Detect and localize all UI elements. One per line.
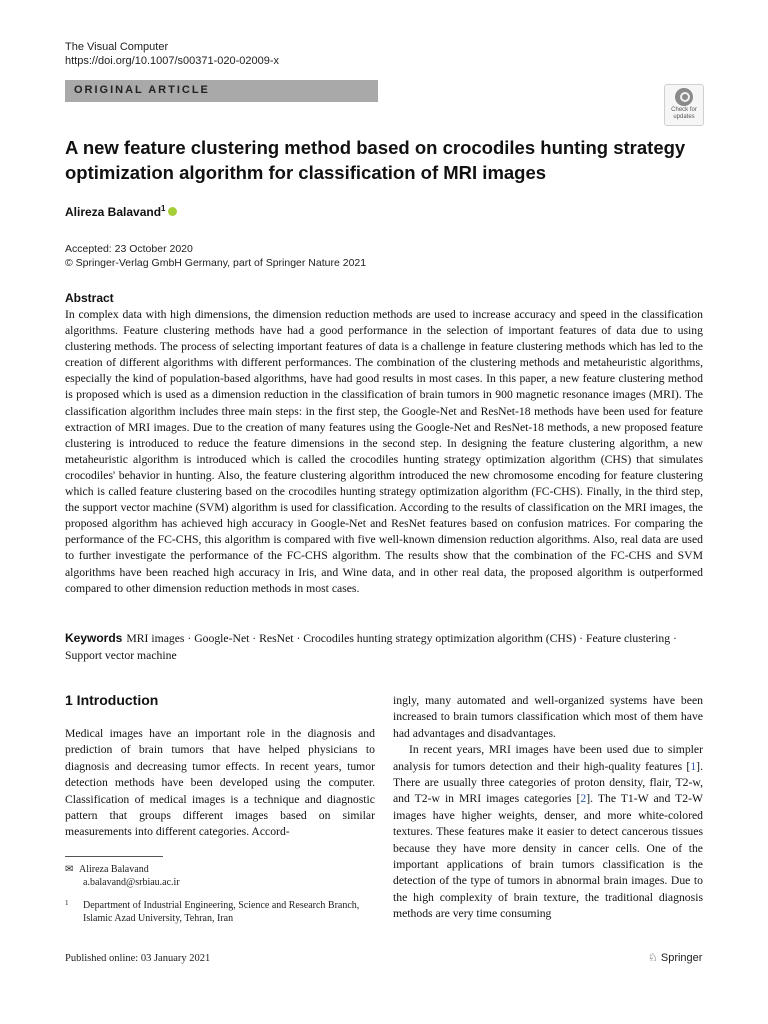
check-for-updates-badge[interactable] <box>664 84 704 126</box>
affiliation-note <box>65 899 365 925</box>
author-name[interactable]: Alireza Balavand <box>65 205 162 219</box>
intro-paragraph-2: In recent years, MRI images have been used due to simpler analysis for tumors detection and their high-quality features [1]. There are usually three categories of proton density, flair, T2-w, and T2-w in MRI images categories [2]. The T1-W and T2-W images have higher weights, denser, and more white-colored textures. These features make it easier to detect cancerous tissues because they have more density in cancer cells. One of the important applications of brain tumors classification is the detection of the type of tumors in abnormal brain images. Due to the high complexity of brain texture, the traditional diagnosis methods are very time consuming <box>393 743 703 921</box>
article-title: A new feature clustering method based on crocodiles hunting strategy optimization algorithm for classification of MRI images <box>65 137 686 183</box>
author-line <box>65 204 177 219</box>
article-type-banner <box>65 80 378 102</box>
publisher-logo <box>648 951 702 964</box>
envelope-icon: ✉ <box>65 864 74 875</box>
citation-1[interactable]: 1 <box>690 759 697 773</box>
citation-2[interactable]: 2 <box>580 792 587 806</box>
intro-paragraph-1: Medical images have an important role in the diagnosis and prediction of brain tumors that have helped physicians to diagnosis and decreasing tumor effects. In recent years, tumor detection methods have been developed using the computer. Classification of medical images is a technique and diagnostic pattern that groups different images based on similar measurements into different categories. Accord- <box>65 727 375 839</box>
author-affiliation-mark: 1 <box>161 204 166 213</box>
keywords-label: Keywords <box>65 631 123 645</box>
doi-link[interactable]: https://doi.org/10.1007/s00371-020-02009-x <box>65 55 280 67</box>
orcid-icon[interactable] <box>168 207 177 216</box>
published-online-date: Published online: 03 January 2021 <box>65 953 211 964</box>
update-check-icon <box>675 88 693 106</box>
publisher-name: Springer <box>660 952 703 964</box>
intro-right-column <box>393 693 703 923</box>
abstract-text: In complex data with high dimensions, the dimension reduction methods are used to increase accuracy and speed in the classification algorithms. Feature clustering methods have had a good performance in the selection of important features of data due to using clustering methods. The process of selecting important features of data is a challenge in feature clustering methods which has led to the creation of different algorithms with different performances. The combination of the clustering methods and metaheuristic algorithms, especially the kind of population-based algorithms, have had good results in most cases. In this paper, a new feature clustering method is proposed which is used as a dimension reduction in the classification of brain tumors in 900 magnetic resonance images (MRI). The classification algorithm includes three main steps: in the first step, the Google-Net and ResNet-18 methods have been used for feature extraction of MRI images. Due to the creation of many features using the Google-Net and ResNet-18 methods, a new proposed feature clustering is introduced to reduce the feature dimensions in the second step. In designing the feature clustering algorithm, a new metaheuristic algorithm is introduced which is called the crocodiles hunting strategy optimization algorithm (CHS) that simulates crocodiles' behavior in hunting. Also, the feature clustering algorithm introduced the new chromosome encoding for feature clustering which is called feature clustering based on the crocodiles hunting strategy optimization algorithm (FC-CHS). Finally, in the third step, the support vector machine (SVM) algorithm is used for classification. According to the results of classification on the MRI images, the proposed algorithm has achieved high accuracy in Google-Net and ResNet features based on confusion matrices. For comparing the performance of the FC-CHS, this algorithm is compared with five well-known dimension reduction algorithms. Also, real data are used to further investigate the performance of the FC-CHS algorithm. The results show that the combination of the FC-CHS and SVM algorithms have been reached high accuracy in Iris, and Wine data, and in other real data, the proposed algorithm is outperformed compared to other dimension reduction methods in most cases. <box>65 308 703 595</box>
corresponding-author-note <box>65 863 180 889</box>
badge-line-2: updates <box>673 114 695 120</box>
article-dates <box>65 242 366 270</box>
affiliation-number: 1 <box>65 899 69 907</box>
keywords-text: MRI images · Google-Net · ResNet · Crocodiles hunting strategy optimization algorithm (CHS) · Feature clustering · Support vector machine <box>65 632 677 662</box>
affiliation-text: Department of Industrial Engineering, Science and Research Branch, Islamic Azad University, Tehran, Iran <box>83 900 360 924</box>
accepted-date: Accepted: 23 October 2020 <box>65 243 193 255</box>
copyright-line: © Springer-Verlag GmbH Germany, part of Springer Nature 2021 <box>65 257 367 269</box>
abstract-heading: Abstract <box>65 291 114 305</box>
journal-name: The Visual Computer <box>65 41 169 53</box>
intro-left-column <box>65 726 375 846</box>
badge-line-1: Check for <box>671 107 697 113</box>
springer-horse-icon: ♘ <box>648 952 658 964</box>
footnote-divider <box>65 856 163 857</box>
intro-paragraph-1-continued: ingly, many automated and well-organized systems have been increased to brain tumors classification which most of them have had advantages and disadvantages. <box>393 694 703 740</box>
keywords <box>65 630 703 664</box>
contact-name: Alireza Balavand <box>79 864 149 875</box>
article-type-label: ORIGINAL ARTICLE <box>74 84 210 96</box>
contact-email[interactable]: a.balavand@srbiau.ac.ir <box>83 877 180 888</box>
section-heading-introduction: 1 Introduction <box>65 692 159 708</box>
journal-header <box>65 40 279 68</box>
